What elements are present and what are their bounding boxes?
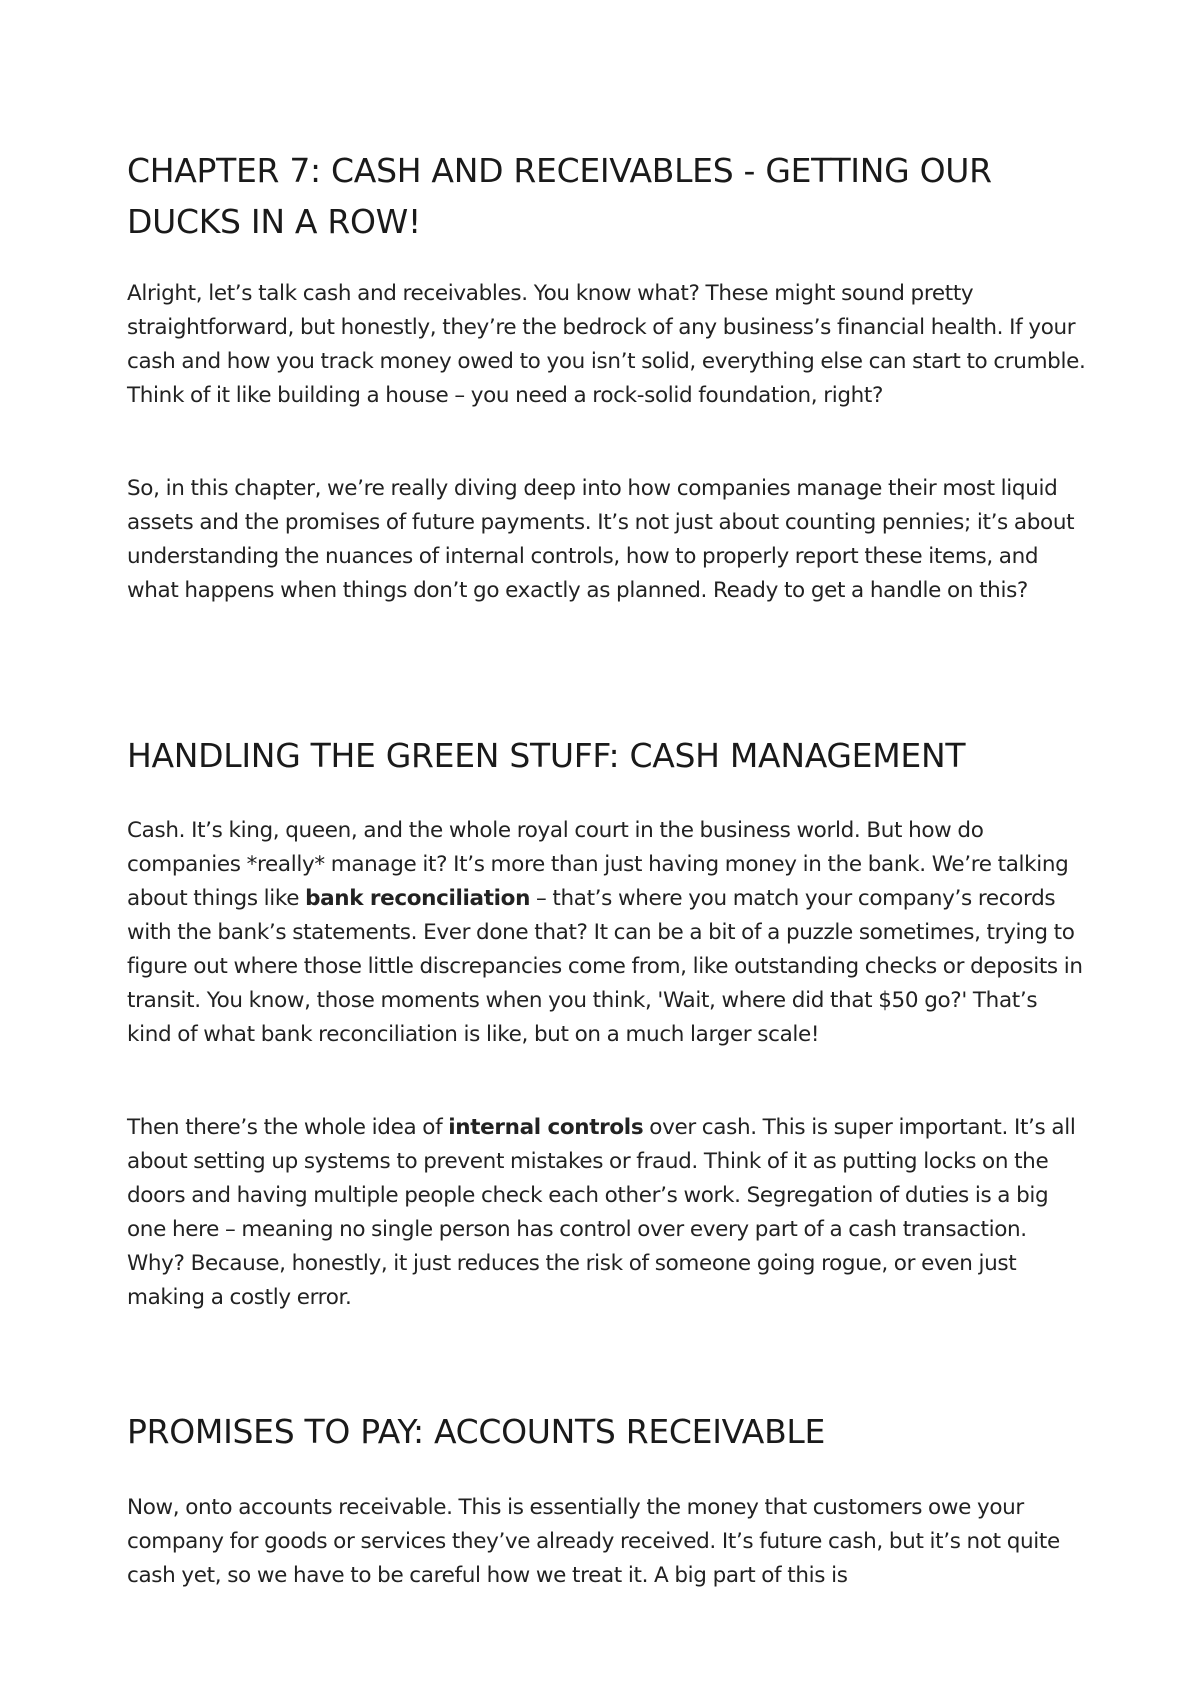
cash-paragraph-2: Then there’s the whole idea of internal controls over cash. This is super important. It’s all about setting up systems to prevent mistakes or fraud. Think of it as putting locks on the doors and having multiple people check each other’s work. Segregation of duties is a big one here – meaning no single person has control over every part of a cash transaction. Why? Because, honestly, it just reduces the risk of someone going rogue, or even just making a costly error. — [127, 1115, 1076, 1310]
intro-paragraph-2: So, in this chapter, we’re really diving deep into how companies manage their most liquid assets and the promises of future payments. It’s not just about counting pennies; it’s about understanding the nuances of internal controls, how to properly report these items, and what happens when things don’t go exactly as planned. Ready to get a handle on this? — [127, 476, 1075, 603]
bold-term-bank-reconciliation: bank reconciliation — [305, 886, 531, 911]
receivables-paragraph-1: Now, onto accounts receivable. This is essentially the money that customers owe your company for goods or services they’ve already received. It’s future cash, but it’s not quite cash yet, so we have to be careful how we treat it. A big part of this is — [127, 1495, 1060, 1588]
intro-paragraph-1: Alright, let’s talk cash and receivables. You know what? These might sound pretty straightforward, but honestly, they’re the bedrock of any business’s financial health. If your cash and how you track money owed to you isn’t solid, everything else can start to crumble. Think of it like building a house – you need a rock-solid foundation, right? — [127, 281, 1086, 408]
cash-paragraph-1: Cash. It’s king, queen, and the whole royal court in the business world. But how do companies *really* manage it? It’s more than just having money in the bank. We’re talking about things like bank reconciliation – that’s where you match your company’s records with the bank’s statements. Ever done that? It can be a bit of a puzzle sometimes, trying to figure out where those little discrepancies come from, like outstanding checks or deposits in transit. You know, those moments when you think, 'Wait, where did that $50 go?' That’s kind of what bank reconciliation is like, but on a much larger scale! — [127, 818, 1083, 1047]
chapter-title: CHAPTER 7: CASH AND RECEIVABLES - GETTING OUR DUCKS IN A ROW! — [127, 151, 992, 241]
section-title-cash-management: HANDLING THE GREEN STUFF: CASH MANAGEMENT — [127, 736, 966, 775]
section-title-accounts-receivable: PROMISES TO PAY: ACCOUNTS RECEIVABLE — [127, 1412, 826, 1451]
bold-term-internal-controls: internal controls — [448, 1115, 644, 1140]
